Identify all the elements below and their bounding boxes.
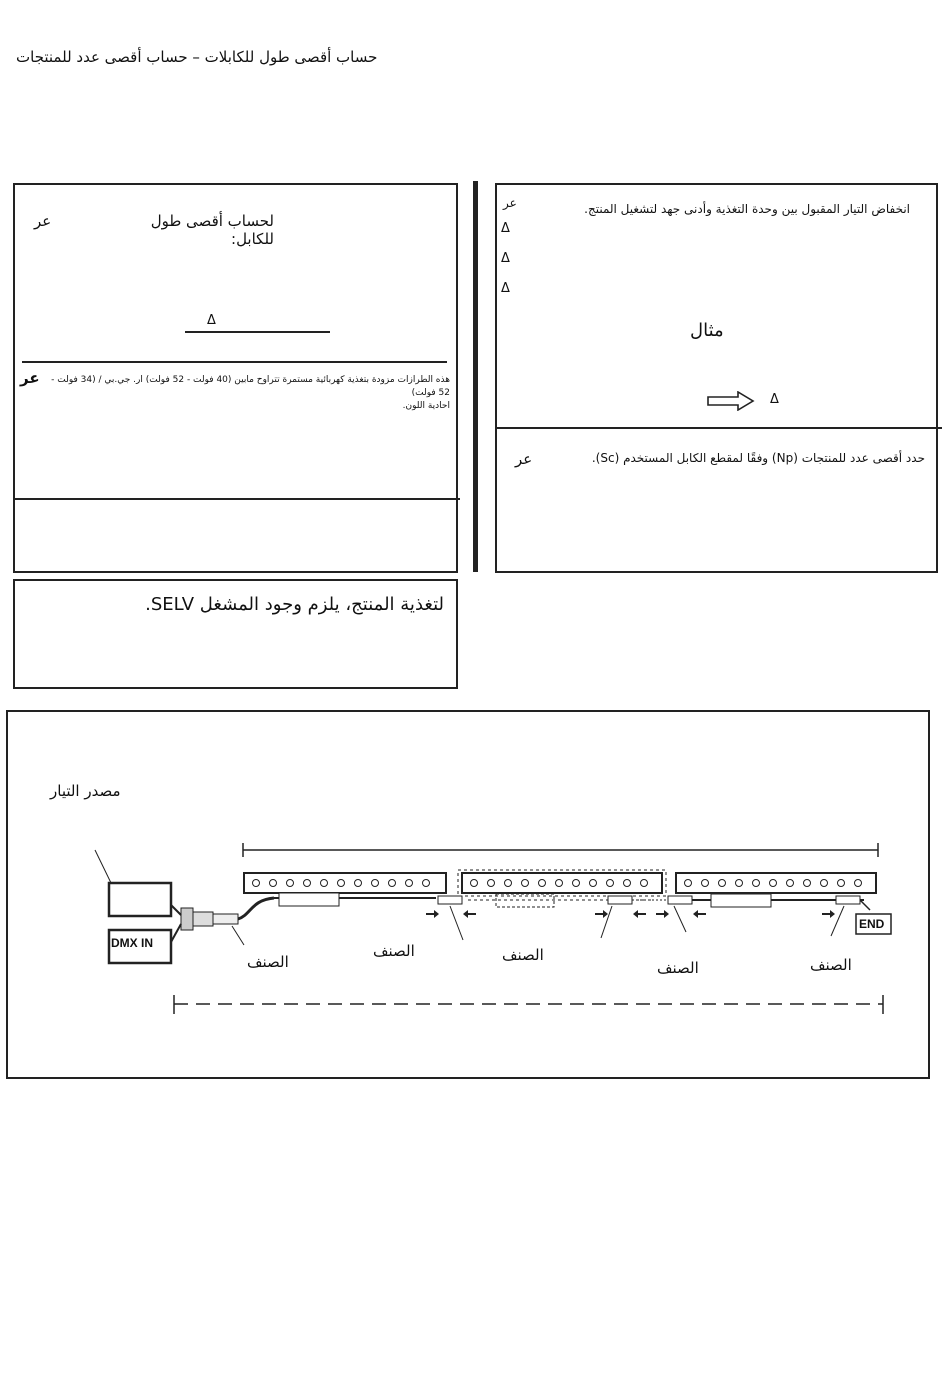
delta-symbol: Δ <box>207 313 216 328</box>
direction-arrows <box>426 910 835 918</box>
voltage-note <box>48 374 450 413</box>
language-tag: عر <box>503 196 517 210</box>
type-label-1: الصنف <box>247 953 289 971</box>
bullet-delta-3: Δ <box>501 281 510 296</box>
arrow-right-icon <box>706 391 756 411</box>
section-divider <box>22 361 447 363</box>
arrow-delta-symbol: Δ <box>770 392 779 407</box>
type-label-5: الصنف <box>810 956 852 974</box>
fixture-1 <box>244 873 446 906</box>
page-title: حساب أقصى طول للكابلات – حساب أقصى عدد للمنتجات <box>16 48 378 66</box>
language-tag-2: عر <box>20 369 40 387</box>
wiring-diagram <box>6 710 930 1079</box>
bullet-delta-1: Δ <box>501 221 510 236</box>
selv-text: لتغذية المنتج، يلزم وجود المشغل SELV. <box>145 594 444 615</box>
total-length-dimension <box>174 995 883 1014</box>
power-supply-box <box>109 883 171 916</box>
dmx-in-label: DMX IN <box>111 936 153 950</box>
right-box-divider <box>495 427 942 429</box>
voltage-note-line-2: احادية اللون. <box>402 401 450 411</box>
column-separator <box>473 181 478 572</box>
length-dimension-line <box>243 843 878 857</box>
fixture-2 <box>458 870 666 907</box>
example-label: مثال <box>690 320 724 341</box>
max-products-text: حدد أقصى عدد للمنتجات (Np) وفقًا لمقطع الكابل المستخدم (Sc). <box>591 451 925 465</box>
power-source-label: مصدر التيار <box>50 782 121 800</box>
bullet-delta-2: Δ <box>501 251 510 266</box>
type-label-2: الصنف <box>373 942 415 960</box>
language-tag: عر <box>515 450 533 468</box>
voltage-drop-box <box>495 183 938 573</box>
formula-fraction-line <box>185 331 330 333</box>
type-label-4: الصنف <box>657 959 699 977</box>
input-connector <box>171 898 274 945</box>
end-label: END <box>859 917 885 931</box>
cable-length-heading: لحساب أقصى طول للكابل: <box>150 212 274 248</box>
voltage-drop-intro: انخفاض التيار المقبول بين وحدة التغذية وأدنى جهد لتشغيل المنتج. <box>584 202 910 216</box>
type-label-3: الصنف <box>502 946 544 964</box>
left-box-divider <box>13 498 460 500</box>
voltage-note-line-1: هذه الطرازات مزودة بتغذية كهربائية مستمرة تتراوح مابين (40 فولت - 52 فولت) ار. جي.بي / (34 فولت - 52 فولت) <box>51 375 450 398</box>
language-tag: عر <box>34 212 52 230</box>
